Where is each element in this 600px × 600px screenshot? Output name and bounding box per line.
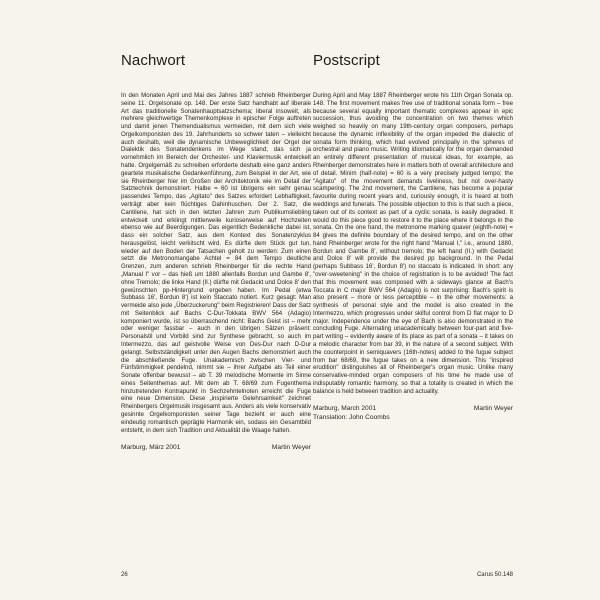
german-heading: Nachwort <box>121 52 186 69</box>
english-place-date: Marburg, March 2001 <box>313 405 377 413</box>
english-author: Martin Weyer <box>473 405 513 413</box>
german-body <box>121 92 311 434</box>
page-number: 26 <box>121 572 128 578</box>
english-signature <box>313 405 513 414</box>
english-paragraph: During April and May 1887 Rheinberger wrote his 11th Organ Sonata op. 148. The first movement makes free use of traditional sonata form – free because several equally important thematic complexes appear in epic succession, thus avoiding the concentration on two themes which weighed so heavily on many 19th-century organ composers, perhaps because the dynamic inflexibility of the organ impeded the dialectic of sonata form thinking, which had evolved principally in the spheres of orchestral and piano music. Writing idiomatically for the organ demanded an entirely different presentation of musical ideas, for example, as Rheinberger demonstrates here in matters both of overall architecture and of detail. Minim (half-note) = 60 is a very precisely judged tempo; the "Agitato" of the movement demands liveliness, but not over-hasty scampering. The 2nd movement, the Cantilene, has become a popular favourite during recent years and, curiously enough, it is heard at both weddings and funerals. The possible objection to this is that such a piece, taken out of its context as part of a cyclic sonata, is easily degraded. It would do this piece good to restore it to the place where it belongs in the sonata. On the one hand, the metronome marking quaver (eighth-note) = 84 gives the definite boundary of the desired tempo, and on the other hand Rheinberger wrote for the right hand "Manual I," i.e., around 1880, Bordun and Gambe 8', without tremolo; the left hand (II.) with Gedackt and Dolce 8' will provide the desired pp background. In the Pedal (perhaps Subbass 16', Bordun 8') no staccato is indicated. In short: any "over-sweetening" in the choice of registration is to be avoided! The fact that this movement was composed with a sideways glance at Bach's Toccata in C major BWV 564 (Adagio) is not surprising: Bach's spirit is also present – more or less perceptible – in the other movements: a synthesis of personal style and the model is also created in the Intermezzo, which progresses under skilful control from D flat major to D major. Independence under the eye of Bach is also demonstrated in the concluding Fuge. Alternating unacademically between four-part and five-part writing – evidently aware of its place as part of a sonata – it takes on a melodic character from bar 39, in the nature of a second subject. With the counterpoint in semiquavers (16th-notes) added to the fugue subject from bar 68/69, the fugue takes on a new dimension. This "inspired erudition" distinguishes all of Rheinberger's organ music. Unlike many conservative-minded organ composers of his time he made use of indisputably romantic harmony, so that a totality is created in which the balance is held between tradition and actuality. <box>313 92 513 395</box>
german-paragraph: In den Monaten April und Mai des Jahres 1887 schrieb Rheinberger seine 11. Orgelsonate op. 148. Der erste Satz handhabt auf liberale Art das traditionelle Sonatenhauptsatzschema; liberal insoweit, als mehrere gleichwertige Themenkomplexe in epischer Folge auftreten und damit jenen Themendualismus vermeiden, mit dem sich viele Orgelkomponisten des 19. Jahrhunderts so schwer taten – vielleicht auch deshalb, weil die dynamische Unbeweglichkeit der Orgel der Dialektik des Sonatendenkens im Wege stand; das sich ja vornehmlich im Bereich der Orchester- und Klaviermusik entwickelt hatte. Orgelgemäß zu schreiben erforderte deshalb eine ganz anders geartete musikalische Gedankenführung, zum Beispiel in der Art, wie sie Rheinberger hier im Großen der Architektonik wie im Detail der Satztechnik demonstriert. Halbe = 60 ist übrigens ein sehr genau passendes Tempo, das „Agitato" des Satzes erfordert Lebhaftigkeit, verträgt aber kein flüchtiges Dahinhuschen. Der 2. Satz, die Cantilene, hat sich in den letzten Jahren zum Publikumsliebling entwickelt und erklingt mittlerweile kurioserweise auf Hochzeiten ebenso wie auf Beerdigungen. Das eigentlich Bedenkliche dabei ist, dass ein solcher Satz, aus dem Kontext des Sonatenzyklus herausgelöst, leicht verkitscht wird. Es dürfte dem Stück gut tun, wieder auf den Boden der Tatsachen geholt zu werden: Zum einen setzt die Metronomangabe Achtel = 84 dem Tempo deutliche Grenzen, zum anderen schrieb Rheinberger für die rechte Hand „Manual I" vor – das hieß um 1880 allenfalls Bordun und Gambe 8', ohne Tremolo; die linke Hand (II.) dürfte mit Gedackt und Dolce 8' den gewünschten pp-Hintergrund ergeben haben. Im Pedal (etwa Subbass 16', Bordun 8') ist kein Staccato notiert. Kurz gesagt: Man vermeide also jede „Überzuckerung" beim Registrieren! Dass der Satz mit Seitenblick auf Bachs C-Dur-Tokkata BWV 564 (Adagio) komponiert wurde, ist so überraschend nicht: Bachs Geist ist – mehr oder weniger fassbar – auch in den übrigen Sätzen präsent: Personalstil und Vorbild sind zur Synthese gebracht, so auch im Intermezzo, das auf geistvolle Weise von Des-Dur nach D-Dur gelangt. Selbstständigkeit unter den Augen Bachs demonstriert auch die abschließende Fuge. Unakademisch zwischen Vier- und Fünfstimmigkeit pendelnd, nimmt sie – ihrer Aufgabe als Teil einer Sonate offenbar bewusst – ab T. 39 melodische Momente im Sinne eines Seitenthemas auf. Mit dem ab T. 68/69 zum Fugenthema hinzutretenden Kontrapunkt in Sechzehntelnoten erreicht die Fuge eine neue Dimension. Diese „inspirierte Gelehrsamkeit" zeichnet Rheinbergers Orgelmusik insgesamt aus. Anders als viele konservativ gesinnte Orgelkomponisten seiner Tage bezieht er auch eine eindeutig romantisch geprägte Harmonik ein, sodass ein Gesamtbild entsteht, in dem sich Tradition und Aktualität die Waage halten. <box>121 92 311 434</box>
german-author: Martin Weyer <box>271 444 311 452</box>
catalog-number: Carus 50.148 <box>476 572 513 578</box>
german-column <box>121 52 311 453</box>
translation-credit: Translation: John Coombs <box>313 414 390 422</box>
english-heading: Postscript <box>313 52 380 69</box>
german-place-date: Marburg, März 2001 <box>121 444 181 452</box>
german-signature <box>121 444 311 453</box>
english-body <box>313 92 513 395</box>
english-column <box>313 52 513 422</box>
